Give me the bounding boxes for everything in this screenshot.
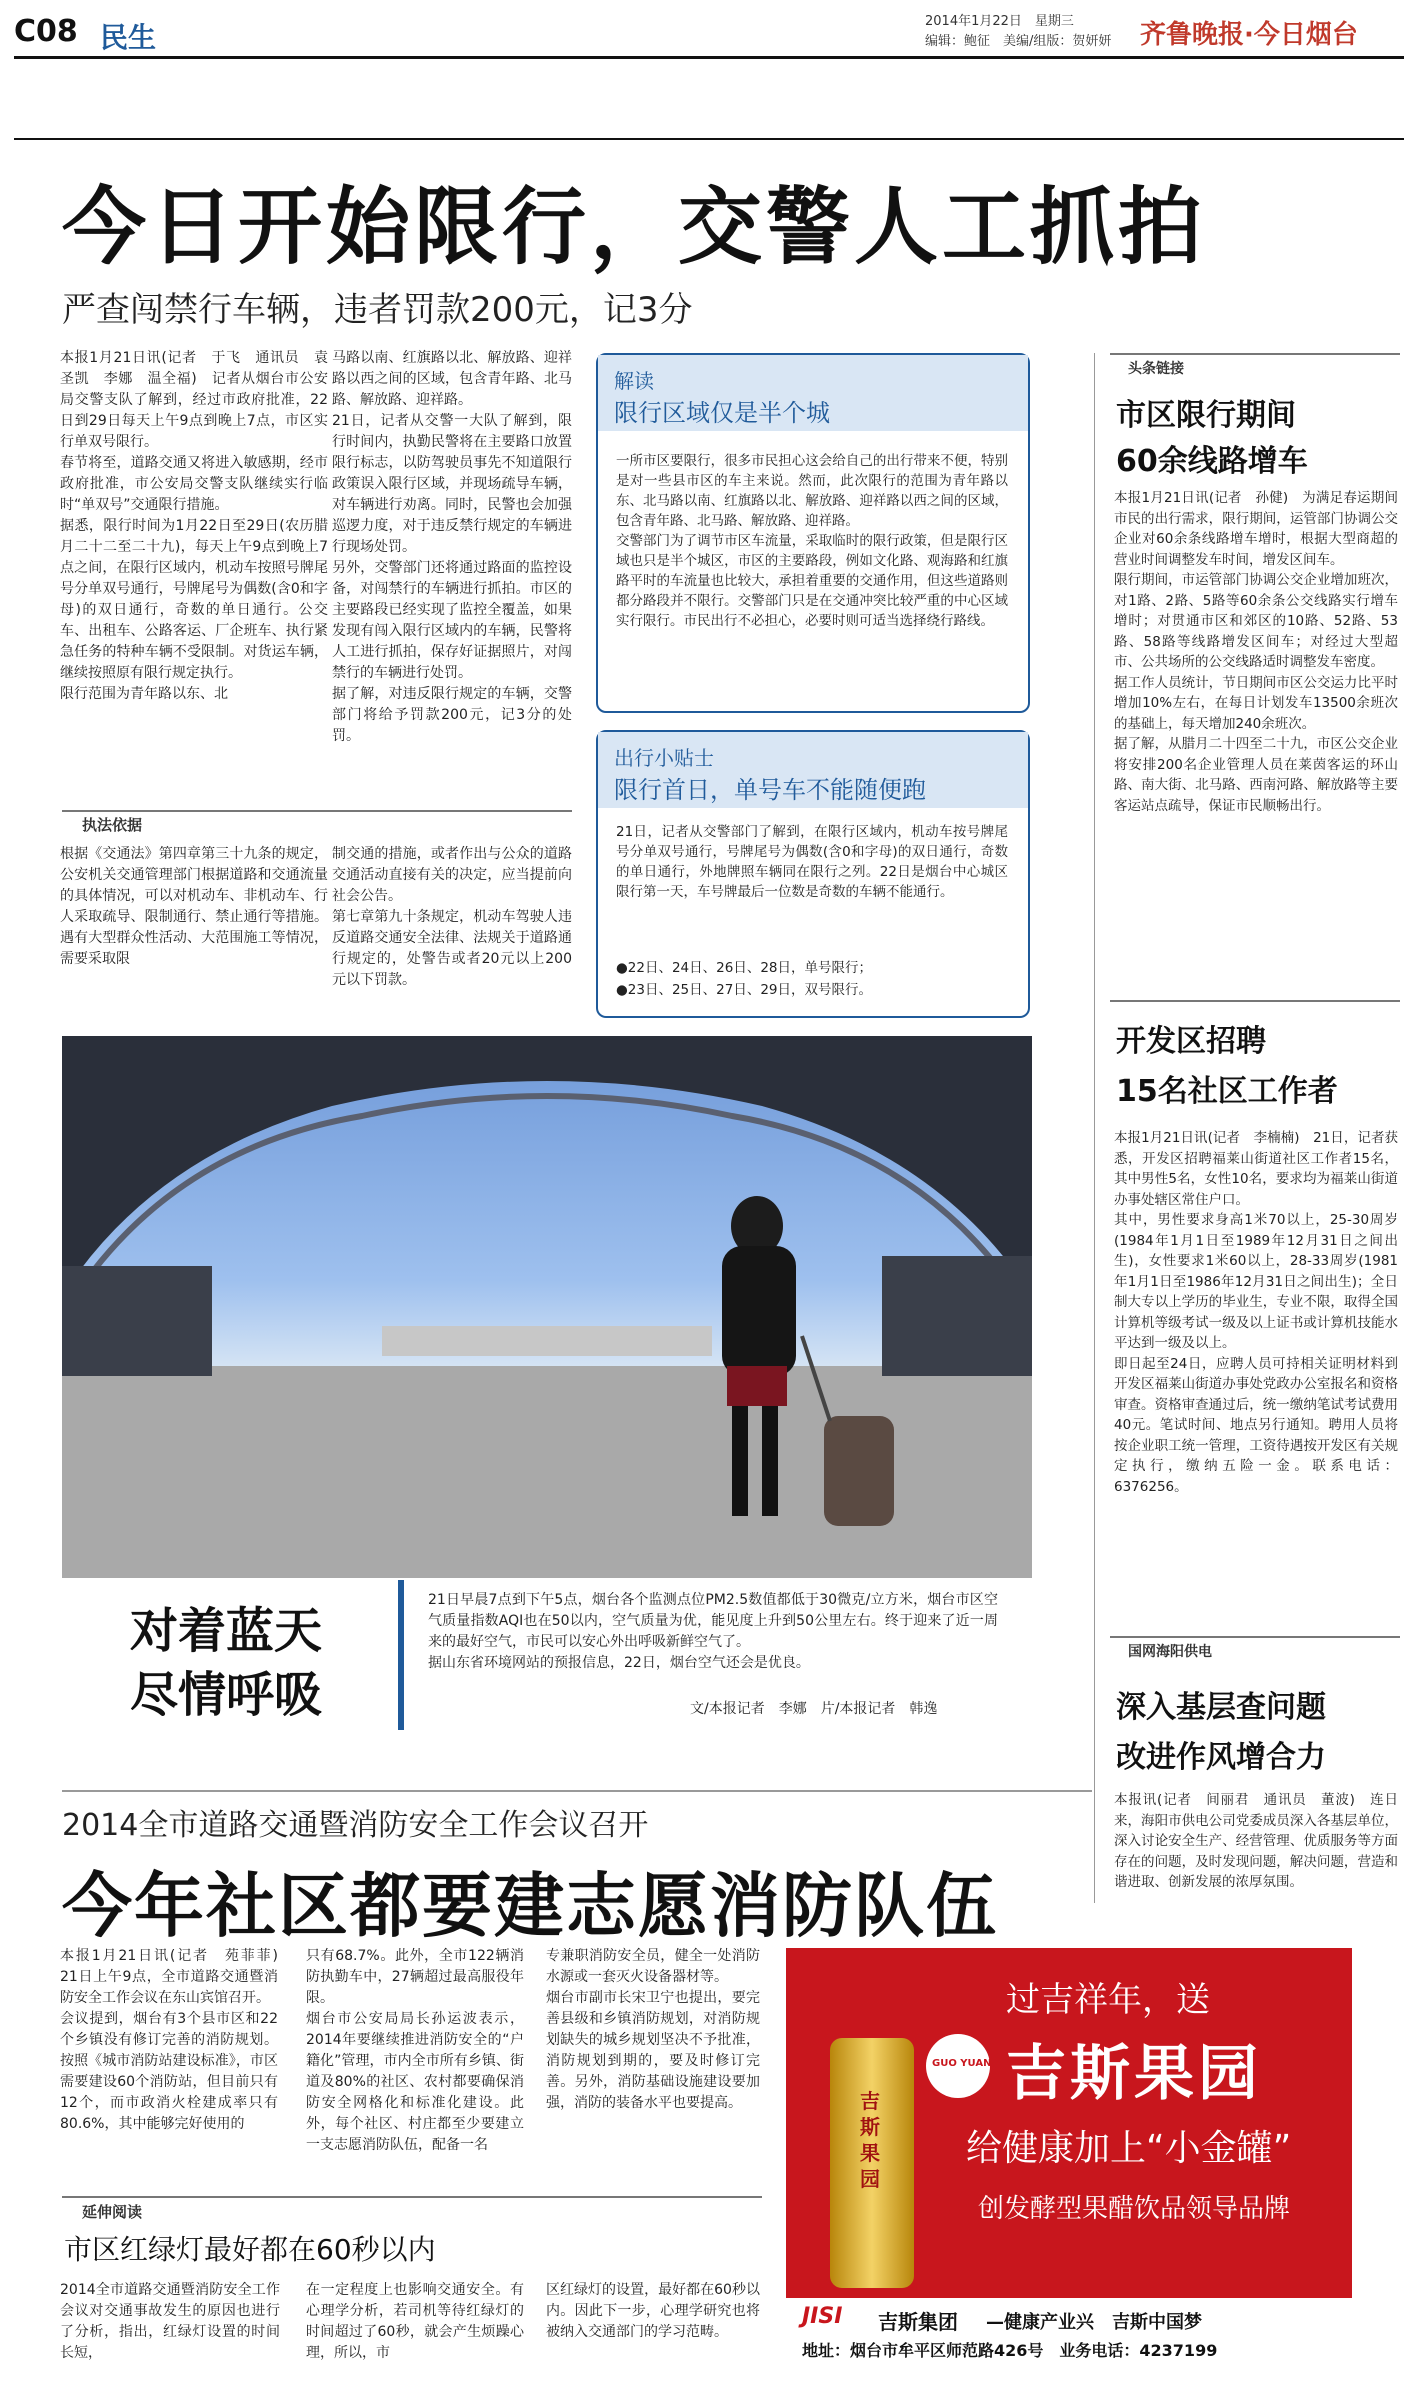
tips-body: 21日，记者从交警部门了解到，在限行区域内，机动车按号牌尾号分单双号通行，号牌尾号为偶数(含0和字母)的双日通行，奇数的单日通行，外地牌照车辆同在限行之列。22日是烟台中心城区限行第一天，车号牌最后一位数是奇数的车辆不能通行。	[616, 824, 1008, 900]
page-code: C08	[14, 14, 78, 49]
right1-title-2: 60余线路增车	[1116, 444, 1308, 479]
fire-column-2: 只有68.7%。此外，全市122辆消防执勤车中，27辆超过最高服役年限。 烟台市公安局局长孙运波表示，2014年要继续推进消防安全的“户籍化”管理，市内全市所有乡镇、街道及80%的社区、农村都要确保消防安全网格化和标准化建设。此外，每个社区、村庄都至少要建立一支志愿消防队伍，配备一名	[306, 1948, 524, 2153]
tips-kicker: 出行小贴士	[614, 746, 714, 770]
section-name: 民生	[100, 21, 157, 54]
ad-slogan-1: 过吉祥年，送	[1006, 1980, 1210, 2020]
issue-date: 2014年1月22日 星期三	[925, 14, 1074, 29]
news-photo	[62, 1036, 1032, 1578]
fire-column-1: 本报1月21日讯(记者 苑菲菲) 21日上午9点，全市道路交通暨消防安全工作会议在东山宾馆召开。 会议提到，烟台有3个县市区和22个乡镇没有修订完善的消防规划。按照《城市消防站建设标准》，市区需要建设60个消防站，但目前只有12个，而市政消火栓建成率只有80.6%，其中能够完好使用的	[60, 1948, 278, 2132]
page-header	[0, 0, 1417, 58]
explain-header	[598, 355, 1028, 431]
lead-title: 今日开始限行，交警人工抓拍	[62, 178, 1207, 276]
photo-caption-title-1: 对着蓝天	[130, 1603, 323, 1659]
top-rule	[14, 138, 1404, 140]
ext-column-2: 在一定程度上也影响交通安全。有心理学分析，若司机等待红绿灯的时间超过了60秒，就会产生烦躁心理，所以，市	[306, 2282, 524, 2361]
photo-credit: 文/本报记者 李娜 片/本报记者 韩逸	[690, 1701, 938, 1717]
law-column-2: 制交通的措施，或者作出与公众的道路交通活动直接有关的决定，应当提前向社会公告。 第七章第九十条规定，机动车驾驶人违反道路交通安全法律、法规关于道路通行规定的，处警告或者20元以上200元以下罚款。	[332, 846, 572, 988]
ad-logo-text: GUO YUAN	[932, 2058, 992, 2069]
ext-title: 市区红绿灯最好都在60秒以内	[64, 2233, 436, 2266]
ext-column-3: 区红绿灯的设置，最好都在60秒以内。因此下一步，心理学研究也将被纳入交通部门的学习范畴。	[546, 2282, 760, 2340]
right2-title-1: 开发区招聘	[1116, 1024, 1266, 1059]
tips-box	[596, 730, 1030, 1018]
right1-tag-bar	[1110, 353, 1400, 379]
explain-title: 限行区域仅是半个城	[614, 399, 830, 427]
header-rule	[14, 56, 1404, 59]
ad-tagline: —健康产业兴 吉斯中国梦	[986, 2312, 1202, 2333]
right-divider	[1094, 353, 1095, 1903]
law-column-1: 根据《交通法》第四章第三十九条的规定，公安机关交通管理部门根据道路和交通流量的具体情况，可以对机动车、非机动车、行人采取疏导、限制通行、禁止通行等措施。遇有大型群众性活动、大范围施工等情况，需要采取限	[60, 846, 328, 967]
right3-tag-bar	[1110, 1636, 1400, 1662]
ad-slogan-3: 创发酵型果醋饮品领导品牌	[978, 2194, 1291, 2224]
right2-body: 本报1月21日讯(记者 李楠楠) 21日，记者获悉，开发区招聘福莱山街道社区工作者15名，其中男性5名，女性10名，要求均为福莱山街道办事处辖区常住户口。 其中，男性要求身高1米70以上，25-30周岁(1984年1月1日至1989年12月31日之间出生)，女性要求1米60以上，28-33周岁(1981年1月1日至1986年12月31日之间出生)；全日制大专以上学历的毕业生，专业不限，取得全国计算机等级考试一级及以上证书或计算机技能水平达到一级及以上。 即日起至24日，应聘人员可持相关证明材料到开发区福莱山街道办事处党政办公室报名和资格审查。资格审查通过后，统一缴纳笔试考试费用40元。笔试时间、地点另行通知。聘用人员将按企业职工统一管理，工资待遇按开发区有关规定执行，缴纳五险一金。联系电话：6376256。	[1114, 1130, 1398, 1495]
ad-logo-badge	[926, 2034, 990, 2098]
ad-address: 地址：烟台市牟平区师范路426号 业务电话：4237199	[802, 2341, 1218, 2360]
tips-title: 限行首日，单号车不能随便跑	[614, 776, 926, 804]
advertisement[interactable]	[786, 1948, 1352, 2368]
tips-line-1: ●22日、24日、26日、28日，单号限行；	[616, 960, 872, 976]
lead-column-1: 本报1月21日讯(记者 于飞 通讯员 袁圣凯 李娜 温全福) 记者从烟台市公安局交警支队了解到，经过市政府批准，22日到29日每天上午9点到晚上7点，市区实行单双号限行。 春节将至，道路交通又将进入敏感期，经市政府批准，市公安局交警支队继续实行临时“单双号”交通限行措施。 据悉，限行时间为1月22日至29日(农历腊月二十二至二十九)，每天上午9点到晚上7点之间，在限行区域内，机动车按照号牌尾号分单双号通行，号牌尾号为偶数(含0和字母)的双日通行，奇数的单日通行。公交车、出租车、公路客运、厂企班车、执行紧急任务的特种车辆不受限制。对货运车辆，继续按照原有限行规定执行。 限行范围为青年路以东、北	[60, 350, 328, 702]
right1-body: 本报1月21日讯(记者 孙健) 为满足春运期间市民的出行需求，限行期间，运管部门协调公交企业对60余条线路增车增时，根据大型商超的营业时间调整发车时间，增发区间车。 限行期间，市运管部门协调公交企业增加班次，对1路、2路、5路等60余条公交线路实行增车增时；对贯通市区和郊区的10路、52路、53路、58路等线路增发区间车；对经过大型超市、公共场所的公交线路适时调整发车密度。 据工作人员统计，节日期间市区公交运力比平时增加10%左右，在每日计划发车13500余班次的基础上，每天增加240余班次。 据了解，从腊月二十四至二十九，市区公交企业将安排200名企业管理人员在莱茵客运的环山路、南大街、北马路、西南河路、解放路等主要客运站点疏导，保证市民顺畅出行。	[1114, 490, 1398, 814]
right2-rule	[1110, 1000, 1400, 1002]
ext-column-1: 2014全市道路交通暨消防安全工作会议对交通事故发生的原因也进行了分析，指出，红绿灯设置的时间长短，	[60, 2282, 280, 2361]
right3-title-2: 改进作风增合力	[1116, 1740, 1326, 1775]
photo-caption-bar	[398, 1580, 404, 1730]
tips-line-2: ●23日、25日、27日、29日，双号限行。	[616, 982, 872, 998]
ext-tag-bar	[62, 2196, 762, 2222]
ad-group-name: 吉斯集团	[878, 2310, 958, 2334]
photo-caption-title-2: 尽情呼吸	[130, 1667, 323, 1723]
editor-credits: 编辑：鲍征 美编/组版：贺妍妍	[925, 34, 1112, 49]
lead-column-2: 马路以南、红旗路以北、解放路、迎祥路以西之间的区域，包含青年路、北马路、解放路、迎祥路。 21日，记者从交警一大队了解到，限行时间内，执勤民警将在主要路口放置限行标志，以防驾驶员事先不知道限行政策误入限行区域，并现场疏导车辆，对车辆进行劝离。同时，民警也会加强巡逻力度，对于违反禁行规定的车辆进行现场处罚。 另外，交警部门还将通过路面的监控设备，对闯禁行的车辆进行抓拍。市区的主要路段已经实现了监控全覆盖，如果发现有闯入限行区域内的车辆，民警将人工进行抓拍，保存好证据照片，对闯禁行的车辆进行处罚。 据了解，对违反限行规定的车辆，交警部门将给予罚款200元，记3分的处罚。	[332, 350, 572, 744]
fire-column-3: 专兼职消防安全员，健全一处消防水源或一套灭火设备器材等。 烟台市副市长宋卫宁也提出，要完善县级和乡镇消防规划，对消防规划缺失的城乡规划坚决不予批准，消防规划到期的，要及时修订完善。另外，消防基础设施建设要加强，消防的装备水平也要提高。	[546, 1948, 760, 2111]
explain-kicker: 解读	[614, 369, 654, 393]
explain-box	[596, 353, 1030, 713]
right3-body: 本报讯(记者 间丽君 通讯员 董波) 连日来，海阳市供电公司党委成员深入各基层单位，深入讨论安全生产、经营管理、优质服务等方面存在的问题，及时发现问题，解决问题，营造和谐进取、创新发展的浓厚氛围。	[1114, 1792, 1398, 1890]
law-tag	[62, 810, 572, 836]
right2-title-2: 15名社区工作者	[1116, 1074, 1338, 1109]
paper-name: 齐鲁晚报·今日烟台	[1140, 20, 1358, 50]
right3-tag: 国网海阳供电	[1128, 1644, 1212, 1660]
ad-group-logo: JISI	[802, 2304, 843, 2329]
explain-body: 一所市区要限行，很多市民担心这会给自己的出行带来不便，特别是对一些县市区的车主来说。然而，此次限行的范围为青年路以东、北马路以南、红旗路以北、解放路、迎祥路以西之间的区域，包含青年路、北马路、解放路、迎祥路。 交警部门为了调节市区车流量，采取临时的限行政策，但是限行区域也只是半个城区，市区的主要路段，例如文化路、观海路和红旗路平时的车流量也比较大，承担着重要的交通作用，但这些道路则都分路段并不限行。交警部门只是在交通冲突比较严重的中心区域实行限行。市民出行不必担心，必要时则可适当选择绕行路线。	[616, 453, 1008, 629]
law-tag-label: 执法依据	[82, 816, 143, 834]
ad-slogan-2: 给健康加上“小金罐”	[966, 2128, 1292, 2169]
photo-illustration	[62, 1036, 1032, 1578]
ad-can-label: 吉斯果园	[860, 2089, 880, 2191]
right1-title-1: 市区限行期间	[1116, 398, 1296, 433]
right1-tag: 头条链接	[1128, 361, 1184, 377]
ext-tag: 延伸阅读	[82, 2203, 143, 2221]
ad-brand: 吉斯果园	[1006, 2039, 1262, 2109]
lead-subtitle: 严查闯禁行车辆，违者罚款200元，记3分	[62, 290, 693, 330]
fire-title: 今年社区都要建志愿消防队伍	[62, 1865, 998, 1947]
photo-caption: 21日早晨7点到下午5点，烟台各个监测点位PM2.5数值都低于30微克/立方米，烟台市区空气质量指数AQI也在50以内，空气质量为优，能见度上升到50公里左右。终于迎来了近一周来的最好空气，市民可以安心外出呼吸新鲜空气了。 据山东省环境网站的预报信息，22日，烟台空气还会是优良。	[428, 1592, 998, 1671]
fire-rule	[62, 1790, 1092, 1792]
ad-product-can	[830, 2038, 914, 2288]
ad-footer	[786, 2298, 1352, 2368]
fire-kicker: 2014全市道路交通暨消防安全工作会议召开	[62, 1808, 649, 1843]
tips-header	[598, 732, 1028, 808]
right3-title-1: 深入基层查问题	[1116, 1690, 1326, 1725]
